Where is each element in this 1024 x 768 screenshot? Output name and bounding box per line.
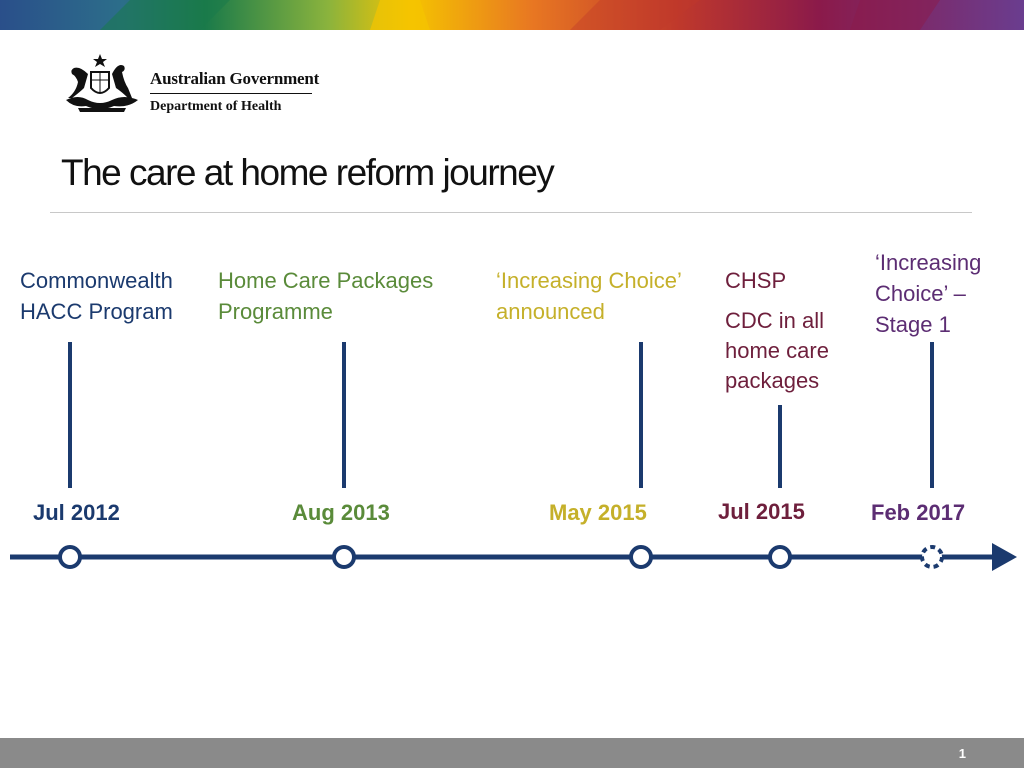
date-label: May 2015 bbox=[549, 500, 647, 525]
milestone-node bbox=[631, 547, 651, 567]
event-label-hcp bbox=[218, 265, 433, 327]
event-line: Programme bbox=[218, 299, 333, 324]
event-line: HACC Program bbox=[20, 299, 173, 324]
timeline-arrow-icon bbox=[992, 543, 1017, 571]
government-name: Australian Government bbox=[150, 69, 320, 88]
milestone-node bbox=[60, 547, 80, 567]
event-line: Stage 1 bbox=[875, 312, 951, 337]
event-label-hacc bbox=[20, 265, 173, 327]
milestone-node bbox=[334, 547, 354, 567]
event-line: announced bbox=[496, 299, 605, 324]
event-line: Home Care Packages bbox=[218, 268, 434, 293]
event-line: packages bbox=[725, 368, 820, 393]
milestone-node-upcoming bbox=[922, 547, 942, 567]
date-label: Jul 2012 bbox=[33, 500, 120, 525]
event-label-chsp bbox=[725, 265, 829, 396]
date-label: Feb 2017 bbox=[871, 500, 966, 525]
event-line: CHSP bbox=[725, 268, 787, 293]
date-label: Jul 2015 bbox=[718, 499, 805, 524]
event-line: Commonwealth bbox=[20, 268, 173, 293]
page-title: The care at home reform journey bbox=[61, 152, 554, 193]
event-line: Choice’ – bbox=[875, 281, 966, 306]
event-line: ‘Increasing bbox=[875, 250, 982, 275]
page-number: 1 bbox=[958, 746, 966, 761]
event-line: ‘Increasing Choice’ bbox=[496, 268, 682, 293]
milestone-node bbox=[770, 547, 790, 567]
event-line: CDC in all bbox=[725, 308, 825, 333]
department-name: Department of Health bbox=[150, 99, 282, 114]
event-label-stage-1 bbox=[875, 247, 981, 340]
date-label: Aug 2013 bbox=[292, 500, 390, 525]
footer-bar bbox=[0, 738, 1024, 768]
event-label-increasing-choice bbox=[496, 265, 682, 327]
event-line: home care bbox=[725, 338, 829, 363]
